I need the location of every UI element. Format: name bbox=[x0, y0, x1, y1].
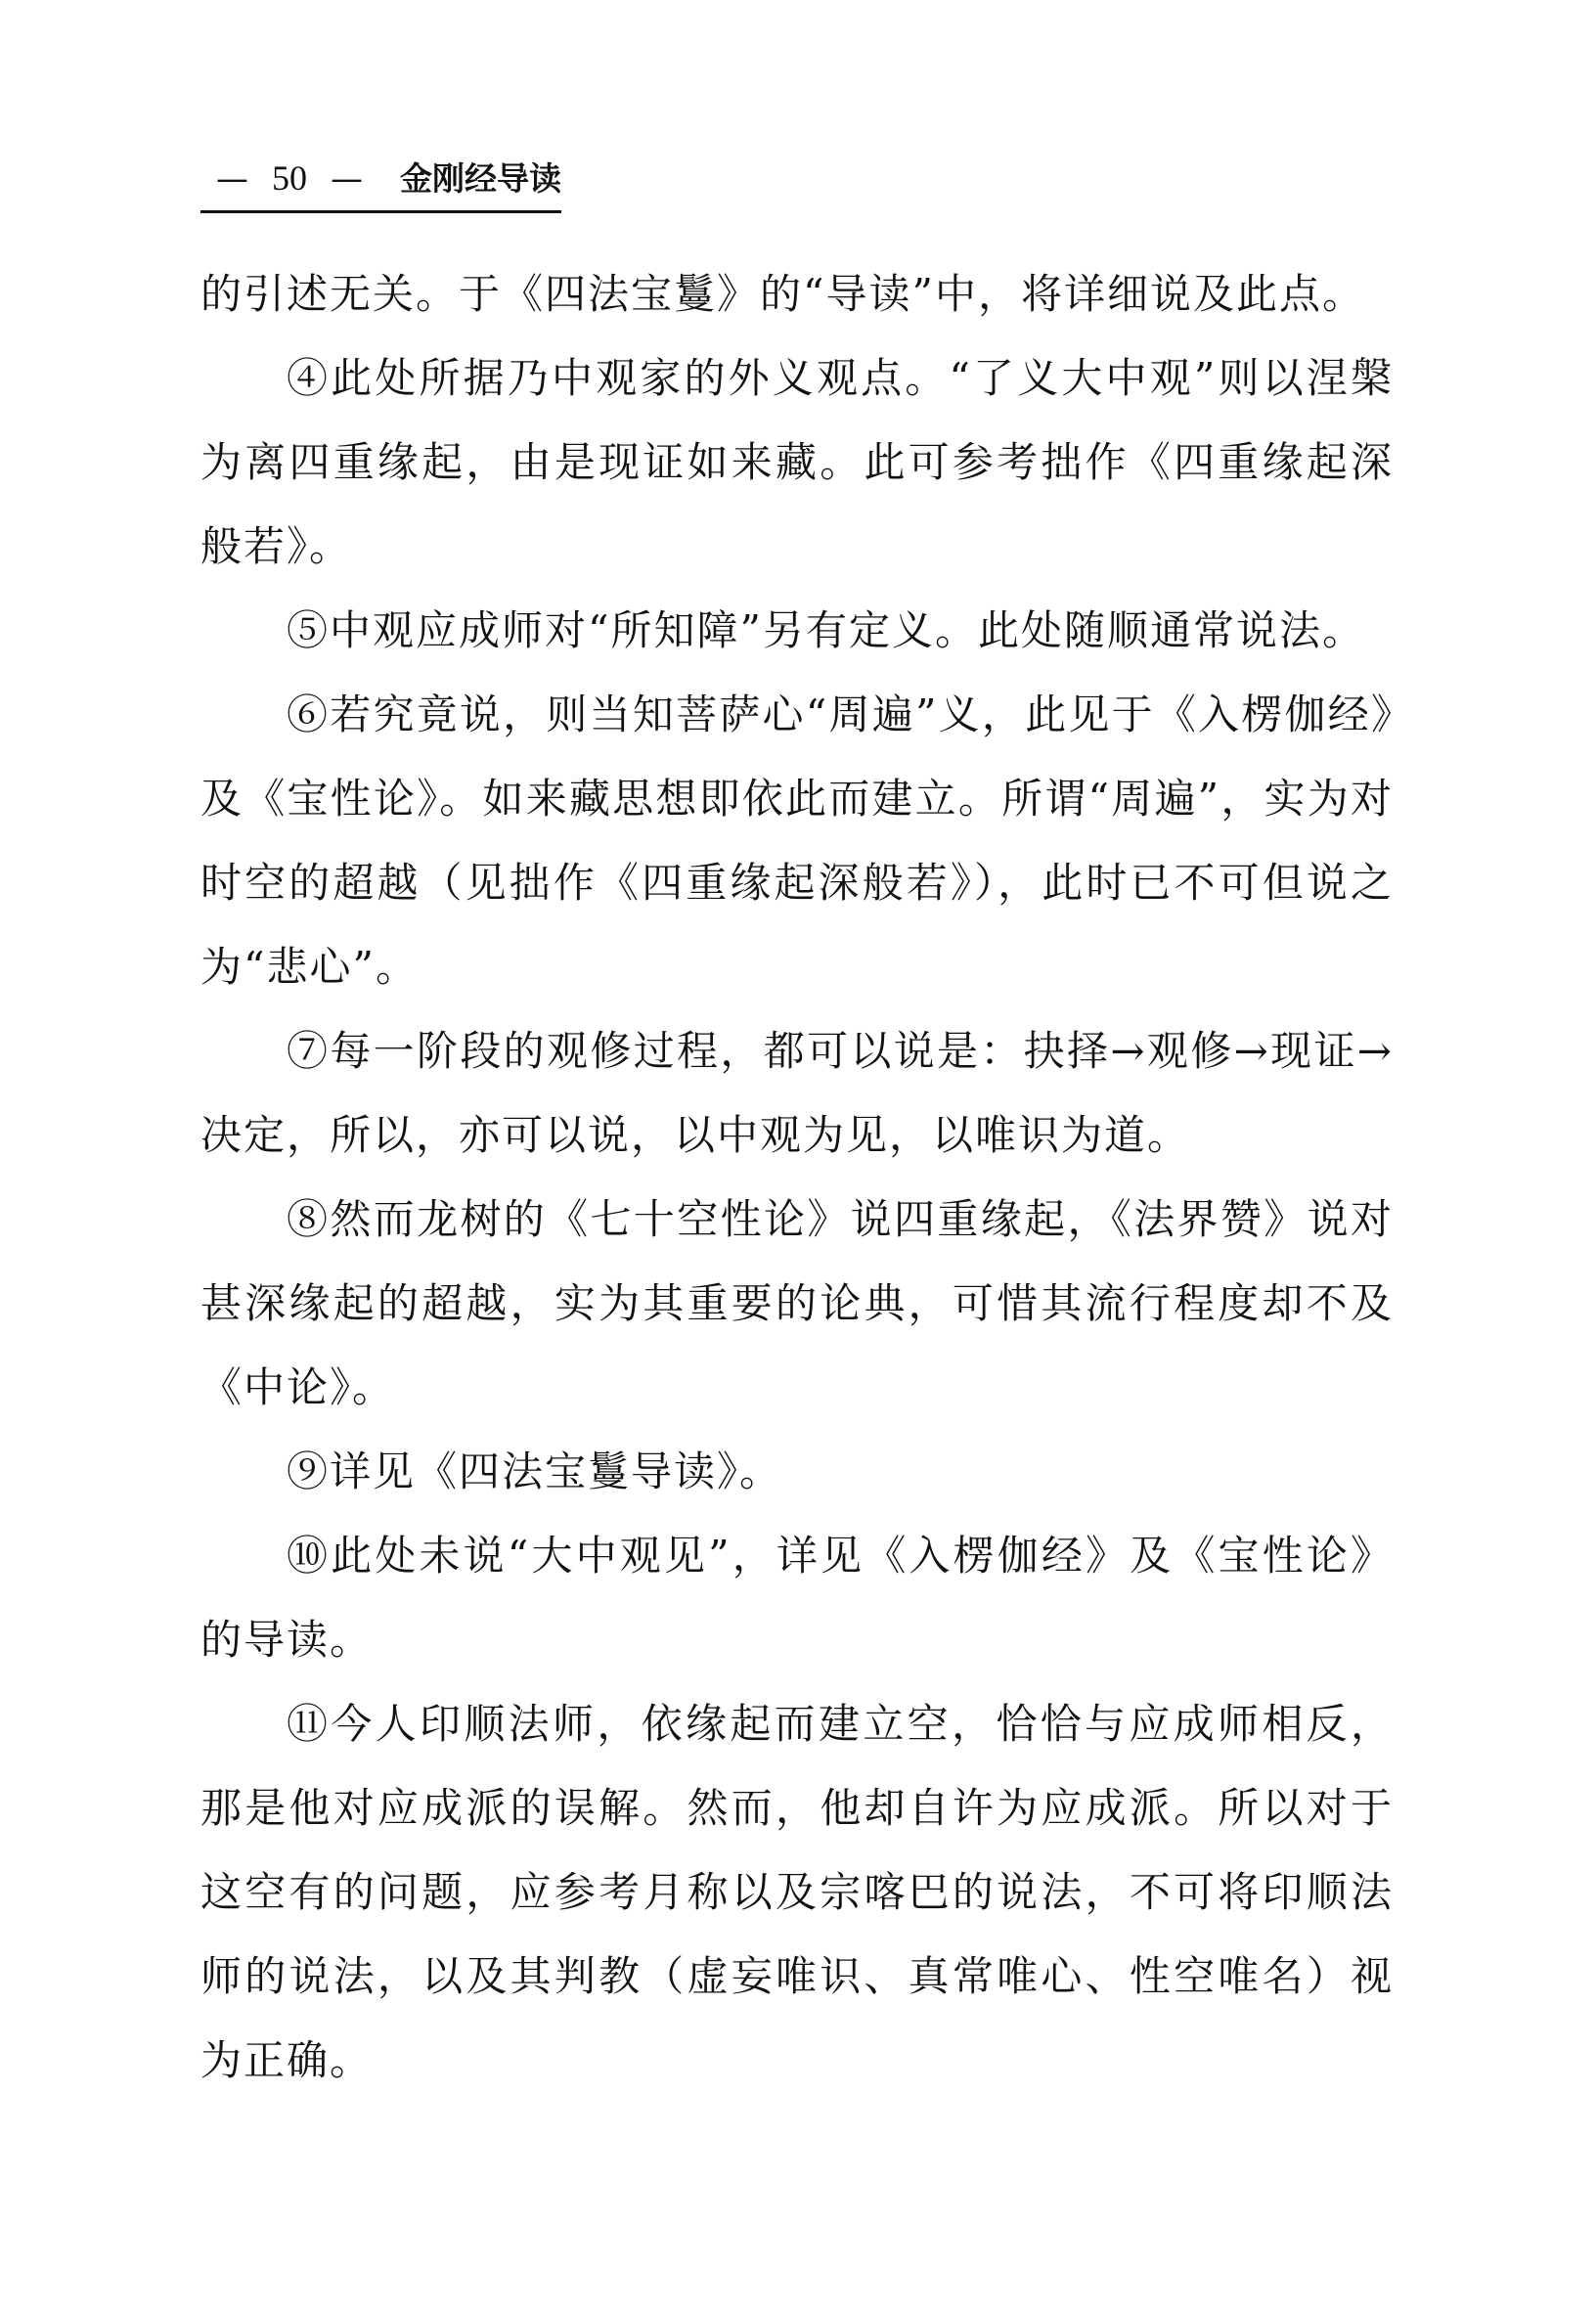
endnote-5: ⑤中观应成师对“所知障”另有定义。此处随顺通常说法。 bbox=[287, 606, 1365, 654]
running-header bbox=[200, 156, 561, 213]
endnote-10: ⑩此处未说“大中观见”，详见《入楞伽经》及《宝性论》的导读。 bbox=[200, 1532, 1394, 1664]
endnote-9: ⑨详见《四法宝鬘导读》。 bbox=[287, 1448, 783, 1495]
endnote-11: ⑪今人印顺法师，依缘起而建立空，恰恰与应成师相反，那是他对应成派的误解。然而，他却自许为应成派。所以对于这空有的问题，应参考月称以及宗喀巴的说法，不可将印顺法师的说法，以及其判教（虚妄唯识、真常唯心、性空唯名）视为正确。 bbox=[200, 1700, 1394, 2084]
header-dash-right: — bbox=[331, 159, 363, 198]
endnote-6: ⑥若究竟说，则当知菩萨心“周遍”义，此见于《入楞伽经》及《宝性论》。如来藏思想即依此而建立。所谓“周遍”，实为对时空的超越（见拙作《四重缘起深般若》），此时已不可但说之为“悲心”。 bbox=[200, 690, 1394, 991]
page-number: 50 bbox=[272, 158, 307, 198]
book-title: 金刚经导读 bbox=[400, 159, 561, 198]
endnote-8: ⑧然而龙树的《七十空性论》说四重缘起，《法界赞》说对甚深缘起的超越，实为其重要的论典，可惜其流行程度却不及《中论》。 bbox=[200, 1195, 1394, 1411]
header-dash-left: — bbox=[216, 159, 248, 198]
endnote-4: ④此处所据乃中观家的外义观点。“了义大中观”则以涅槃为离四重缘起，由是现证如来藏。此可参考拙作《四重缘起深般若》。 bbox=[200, 354, 1394, 570]
paragraph-continuation: 的引述无关。于《四法宝鬘》的“导读”中，将详细说及此点。 bbox=[200, 270, 1365, 318]
endnote-7: ⑦每一阶段的观修过程，都可以说是：抉择→观修→现证→决定，所以，亦可以说，以中观为见，以唯识为道。 bbox=[200, 1027, 1394, 1159]
page-body bbox=[200, 252, 1394, 2103]
